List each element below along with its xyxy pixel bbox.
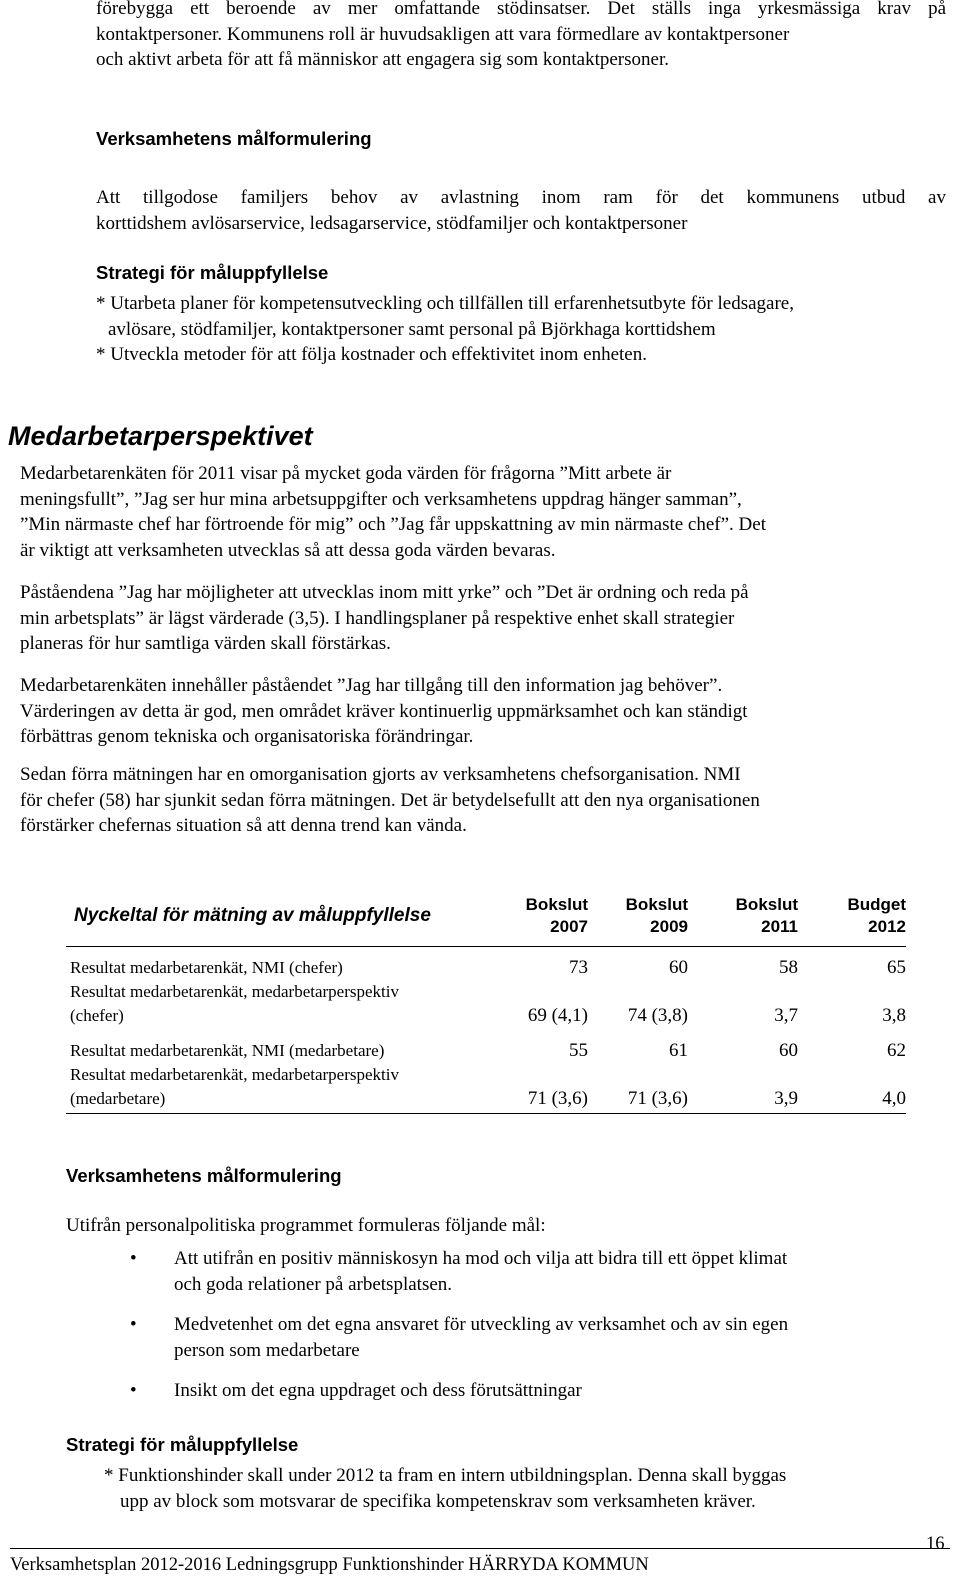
- kpi-cell: 3,8: [882, 1005, 906, 1026]
- page-number: 16: [926, 1534, 945, 1554]
- kpi-row-label-text: Resultat medarbetarenkät, NMI (chefer): [70, 958, 343, 977]
- p1-line: Medarbetarenkäten för 2011 visar på mycket goda värden för frågorna ”Mitt arbete är: [20, 463, 672, 484]
- p3-line: förbättras genom tekniska och organisatoriska förändringar.: [20, 726, 474, 747]
- section2-strategy-heading: Strategi för måluppfyllelse: [66, 1434, 299, 1455]
- strategy-line: * Funktionshinder skall under 2012 ta fram en intern utbildningsplan. Denna skall byggas: [104, 1465, 787, 1486]
- bullet-line: Medvetenhet om det egna ansvaret för utveckling av verksamhet och av sin egen: [174, 1314, 789, 1335]
- footer-divider: [10, 1548, 950, 1549]
- kpi-cell: 74 (3,8): [627, 1005, 688, 1026]
- kpi-col-label: Bokslut: [735, 895, 798, 914]
- bullet-line: och goda relationer på arbetsplatsen.: [174, 1273, 453, 1295]
- strategy-line: * Utveckla metoder för att följa kostnader och effektivitet inom enheten.: [96, 344, 647, 365]
- p3-line: Värderingen av detta är god, men området kräver kontinuerlig uppmärksamhet och kan ständigt: [20, 700, 748, 722]
- kpi-col-year: 2012: [868, 917, 906, 936]
- bullet-line: Insikt om det egna uppdraget och dess förutsättningar: [174, 1380, 582, 1401]
- intro-line: kontaktpersoner. Kommunens roll är huvudsakligen att vara förmedlare av kontaktpersoner: [96, 23, 790, 45]
- list-item: [130, 1246, 930, 1297]
- kpi-cell: 71 (3,6): [498, 1061, 588, 1114]
- section2-intro: Utifrån personalpolitiska programmet formuleras följande mål:: [66, 1215, 546, 1236]
- intro-paragraph: [96, 0, 946, 73]
- kpi-col-label: Bokslut: [625, 895, 688, 914]
- kpi-row-label-text: (medarbetare): [70, 1089, 166, 1108]
- medarbetar-heading: Medarbetarperspektivet: [8, 421, 313, 451]
- goal-line: Att tillgodose familjers behov av avlastning inom ram för det kommunens utbud av: [96, 187, 946, 208]
- section1-strategy-heading: Strategi för måluppfyllelse: [96, 262, 329, 283]
- kpi-row-label-text: Resultat medarbetarenkät, medarbetarperspektiv: [70, 982, 399, 1001]
- kpi-row-label: [66, 1026, 498, 1061]
- medarbetar-p1: [20, 461, 942, 563]
- kpi-cell: 60: [669, 957, 688, 978]
- goal-line: korttidshem avlösarservice, ledsagarservice, stödfamiljer och kontaktpersoner: [96, 212, 688, 234]
- kpi-col-header: [588, 894, 688, 947]
- goal-bullet-list: [130, 1246, 930, 1419]
- kpi-cell: 3,7: [774, 1005, 798, 1026]
- bullet-line: Att utifrån en positiv människosyn ha mod och vilja att bidra till ett öppet klimat: [174, 1248, 788, 1269]
- section2-strategy: [104, 1463, 944, 1514]
- table-row: [66, 1026, 906, 1061]
- list-item: [130, 1378, 930, 1404]
- kpi-cell: 4,0: [798, 1061, 906, 1114]
- kpi-table: [66, 894, 906, 1114]
- list-item: [130, 1312, 930, 1363]
- kpi-cell: 61: [669, 1040, 688, 1061]
- section1-strategy: [96, 291, 946, 368]
- kpi-cell: 69 (4,1): [527, 1005, 588, 1026]
- kpi-row-label-text: (chefer): [70, 1006, 124, 1025]
- kpi-row-label-text: Resultat medarbetarenkät, NMI (medarbetare): [70, 1041, 385, 1060]
- strategy-line: * Utarbeta planer för kompetensutveckling och tillfällen till erfarenhetsutbyte för ledsagare,: [96, 293, 794, 314]
- footer-text: Verksamhetsplan 2012-2016 Ledningsgrupp Funktionshinder HÄRRYDA KOMMUN: [10, 1555, 649, 1575]
- p1-line: ”Min närmaste chef har förtroende för mig” och ”Jag får uppskattning av min närmaste chef”. Det: [20, 514, 766, 535]
- p1-line: är viktigt att verksamheten utvecklas så att dessa goda värden bevaras.: [20, 539, 556, 561]
- kpi-cell: 58: [779, 957, 798, 978]
- kpi-row-label: [66, 1061, 498, 1114]
- p3-line: Medarbetarenkäten innehåller påståendet ”Jag har tillgång till den information jag behöver”.: [20, 675, 723, 696]
- p2-line: Påståendena ”Jag har möjligheter att utvecklas inom mitt yrke” och ”Det är ordning och reda på: [20, 582, 749, 603]
- p4-line: förstärker chefernas situation så att denna trend kan vända.: [20, 815, 467, 836]
- table-row: [66, 1061, 906, 1114]
- intro-line: och aktivt arbeta för att få människor att engagera sig som kontaktpersoner.: [96, 49, 669, 70]
- kpi-cell: 55: [569, 1040, 588, 1061]
- intro-line: förebygga ett beroende av mer omfattande stödinsatser. Det ställs inga yrkesmässiga krav på: [96, 0, 946, 19]
- kpi-col-header: [498, 894, 588, 947]
- medarbetar-p4: [20, 762, 942, 839]
- strategy-line: upp av block som motsvarar de specifika kompetenskrav som verksamheten kräver.: [120, 1490, 756, 1512]
- kpi-col-year: 2007: [550, 917, 588, 936]
- kpi-col-year: 2009: [650, 917, 688, 936]
- kpi-cell: 71 (3,6): [588, 1061, 688, 1114]
- kpi-col-year: 2011: [761, 917, 798, 936]
- section1-goal: [96, 185, 946, 236]
- kpi-col-header: [798, 894, 906, 947]
- table-row: [66, 947, 906, 979]
- bullet-icon: •: [130, 1380, 137, 1401]
- table-row: [66, 978, 906, 1026]
- section1-heading: Verksamhetens målformulering: [96, 128, 372, 149]
- bullet-line: person som medarbetare: [174, 1339, 360, 1361]
- bullet-icon: •: [130, 1248, 137, 1269]
- p2-line: planeras för hur samtliga värden skall förstärkas.: [20, 633, 391, 654]
- kpi-col-header: [688, 894, 798, 947]
- p4-line: för chefer (58) har sjunkit sedan förra mätningen. Det är betydelsefullt att den nya organisationen: [20, 789, 760, 811]
- bullet-icon: •: [130, 1314, 137, 1335]
- kpi-header-row: [66, 894, 906, 947]
- p1-line: meningsfullt”, ”Jag ser hur mina arbetsuppgifter och verksamhetens uppdrag hänger samman”,: [20, 488, 742, 510]
- p2-line: min arbetsplats” är lägst värderade (3,5). I handlingsplaner på respektive enhet skall strategier: [20, 607, 735, 629]
- kpi-cell: 3,9: [688, 1061, 798, 1114]
- kpi-cell: 73: [569, 957, 588, 978]
- p4-line: Sedan förra mätningen har en omorganisation gjorts av verksamhetens chefsorganisation. NMI: [20, 764, 741, 785]
- kpi-cell: 62: [887, 1040, 906, 1061]
- kpi-title: Nyckeltal för mätning av måluppfyllelse: [66, 894, 498, 947]
- kpi-col-label: Bokslut: [525, 895, 588, 914]
- kpi-cell: 60: [779, 1040, 798, 1061]
- kpi-row-label: [66, 947, 498, 979]
- kpi-cell: 65: [887, 957, 906, 978]
- medarbetar-p3: [20, 673, 942, 750]
- medarbetar-p2: [20, 580, 942, 657]
- section2-heading: Verksamhetens målformulering: [66, 1165, 342, 1186]
- kpi-row-label-text: Resultat medarbetarenkät, medarbetarperspektiv: [70, 1065, 399, 1084]
- kpi-row-label: [66, 978, 498, 1026]
- kpi-col-label: Budget: [847, 895, 906, 914]
- strategy-line: avlösare, stödfamiljer, kontaktpersoner samt personal på Björkhaga korttidshem: [108, 318, 716, 340]
